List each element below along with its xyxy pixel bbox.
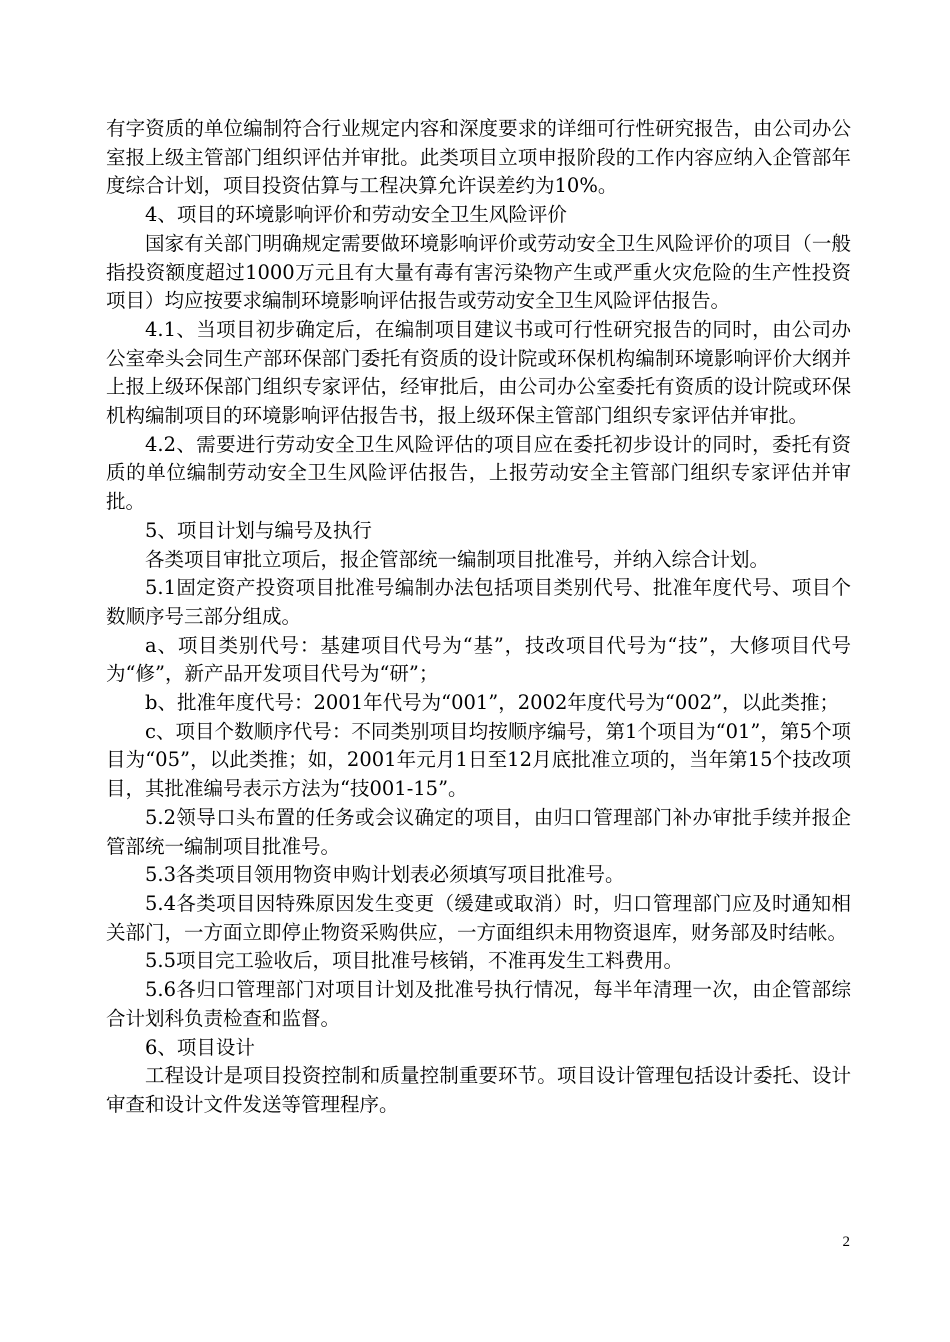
document-body (106, 115, 851, 1120)
paragraph-4-1: 4.1、当项目初步确定后，在编制项目建议书或可行性研究报告的同时，由公司办公室牵头会同生产部环保部门委托有资质的设计院或环保机构编制环境影响评价大纲并上报上级环保部门组织专家评估，经审批后，由公司办公室委托有资质的设计院或环保机构编制项目的环境影响评估报告书，报上级环保主管部门组织专家评估并审批。 (106, 317, 851, 428)
paragraph-5-5: 5.5项目完工验收后，项目批准号核销，不准再发生工料费用。 (145, 949, 684, 973)
paragraph-5-6: 5.6各归口管理部门对项目计划及批准号执行情况，每半年清理一次，由企管部综合计划科负责检查和监督。 (106, 978, 851, 1030)
paragraph: 各类项目审批立项后，报企管部统一编制项目批准号，并纳入综合计划。 (145, 547, 770, 571)
paragraph: 工程设计是项目投资控制和质量控制重要环节。项目设计管理包括设计委托、设计审查和设计文件发送等管理程序。 (106, 1064, 851, 1116)
paragraph-5-3: 5.3各类项目领用物资申购计划表必须填写项目批准号。 (145, 863, 625, 887)
section-heading-6: 6、项目设计 (145, 1035, 255, 1059)
paragraph-5-4: 5.4各类项目因特殊原因发生变更（缓建或取消）时，归口管理部门应及时通知相关部门，一方面立即停止物资采购供应，一方面组织未用物资退库，财务部及时结帐。 (106, 891, 851, 944)
list-item-a: a、项目类别代号：基建项目代号为“基”，技改项目代号为“技”，大修项目代号为“修”，新产品开发项目代号为“研”； (106, 633, 851, 686)
section-heading-4: 4、项目的环境影响评价和劳动安全卫生风险评价 (145, 203, 567, 227)
list-item-c: c、项目个数顺序代号：不同类别项目均按顺序编号，第1个项目为“01”，第5个项目为“05”，以此类推；如，2001年元月1日至12月底批准立项的，当年第15个技改项目，其批准编号表示方法为“技001-15”。 (106, 719, 851, 801)
paragraph-5-1: 5.1固定资产投资项目批准号编制办法包括项目类别代号、批准年度代号、项目个数顺序号三部分组成。 (106, 576, 851, 628)
section-heading-5: 5、项目计划与编号及执行 (145, 518, 372, 542)
paragraph-4-2: 4.2、需要进行劳动安全卫生风险评估的项目应在委托初步设计的同时，委托有资质的单位编制劳动安全卫生风险评估报告，上报劳动安全主管部门组织专家评估并审批。 (106, 432, 851, 514)
paragraph: 国家有关部门明确规定需要做环境影响评价或劳动安全卫生风险评价的项目（一般指投资额度超过1000万元且有大量有毒有害污染物产生或严重火灾危险的生产性投资项目）均应按要求编制环境影响评估报告或劳动安全卫生风险评估报告。 (106, 231, 851, 313)
page-number: 2 (842, 1234, 850, 1250)
list-item-b: b、批准年度代号：2001年代号为“001”，2002年度代号为“002”，以此类推； (145, 691, 840, 715)
paragraph-5-2: 5.2领导口头布置的任务或会议确定的项目，由归口管理部门补办审批手续并报企管部统一编制项目批准号。 (106, 805, 851, 858)
paragraph-continuation: 有字资质的单位编制符合行业规定内容和深度要求的详细可行性研究报告，由公司办公室报上级主管部门组织评估并审批。此类项目立项申报阶段的工作内容应纳入企管部年度综合计划，项目投资估算与工程决算允许误差约为10%。 (106, 117, 851, 198)
